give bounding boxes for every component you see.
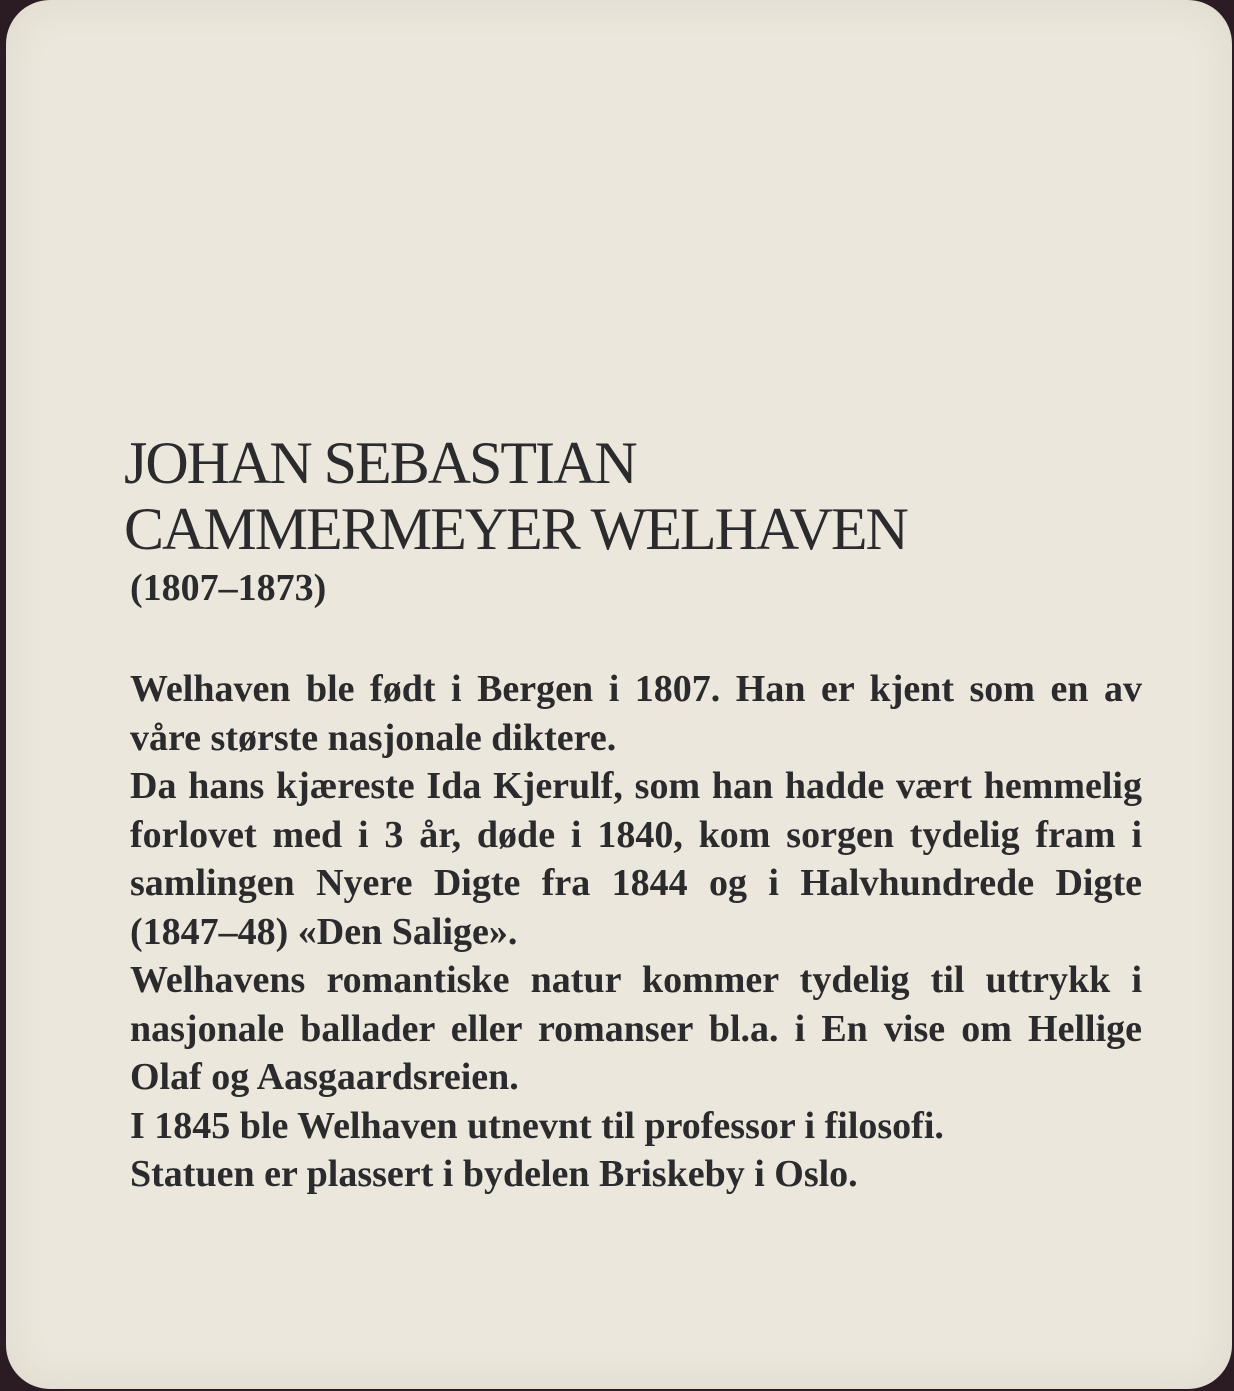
page-title <box>124 430 907 562</box>
paragraph-professor: I 1845 ble Welhaven utnevnt til professor i filosofi. <box>130 1104 944 1147</box>
title-line-2: CAMMERMEYER WELHAVEN <box>124 496 907 562</box>
paragraph-ida-kjerulf: Da hans kjæreste Ida Kjerulf, som han hadde vært hemmelig forlovet med i 3 år, døde i 1840, kom sorgen tydelig fram i samlingen Nyere Digte fra 1844 og i Halvhundrede Digte (1847–48) «Den Salige». <box>130 765 1142 953</box>
info-card <box>6 0 1232 1389</box>
paragraph-romantic-nature: Welhavens romantiske natur kommer tydelig til uttrykk i nasjonale ballader eller romanser bl.a. i En vise om Hellige Olaf og Aasgaardsreien. <box>130 959 1142 1098</box>
paragraph-birth: Welhaven ble født i Bergen i 1807. Han er kjent som en av våre største nasjonale diktere. <box>130 668 1142 759</box>
biography-text <box>130 665 1142 1199</box>
life-years: (1807–1873) <box>130 567 327 609</box>
paragraph-statue: Statuen er plassert i bydelen Briskeby i Oslo. <box>130 1153 858 1195</box>
title-line-1: JOHAN SEBASTIAN <box>124 430 636 496</box>
